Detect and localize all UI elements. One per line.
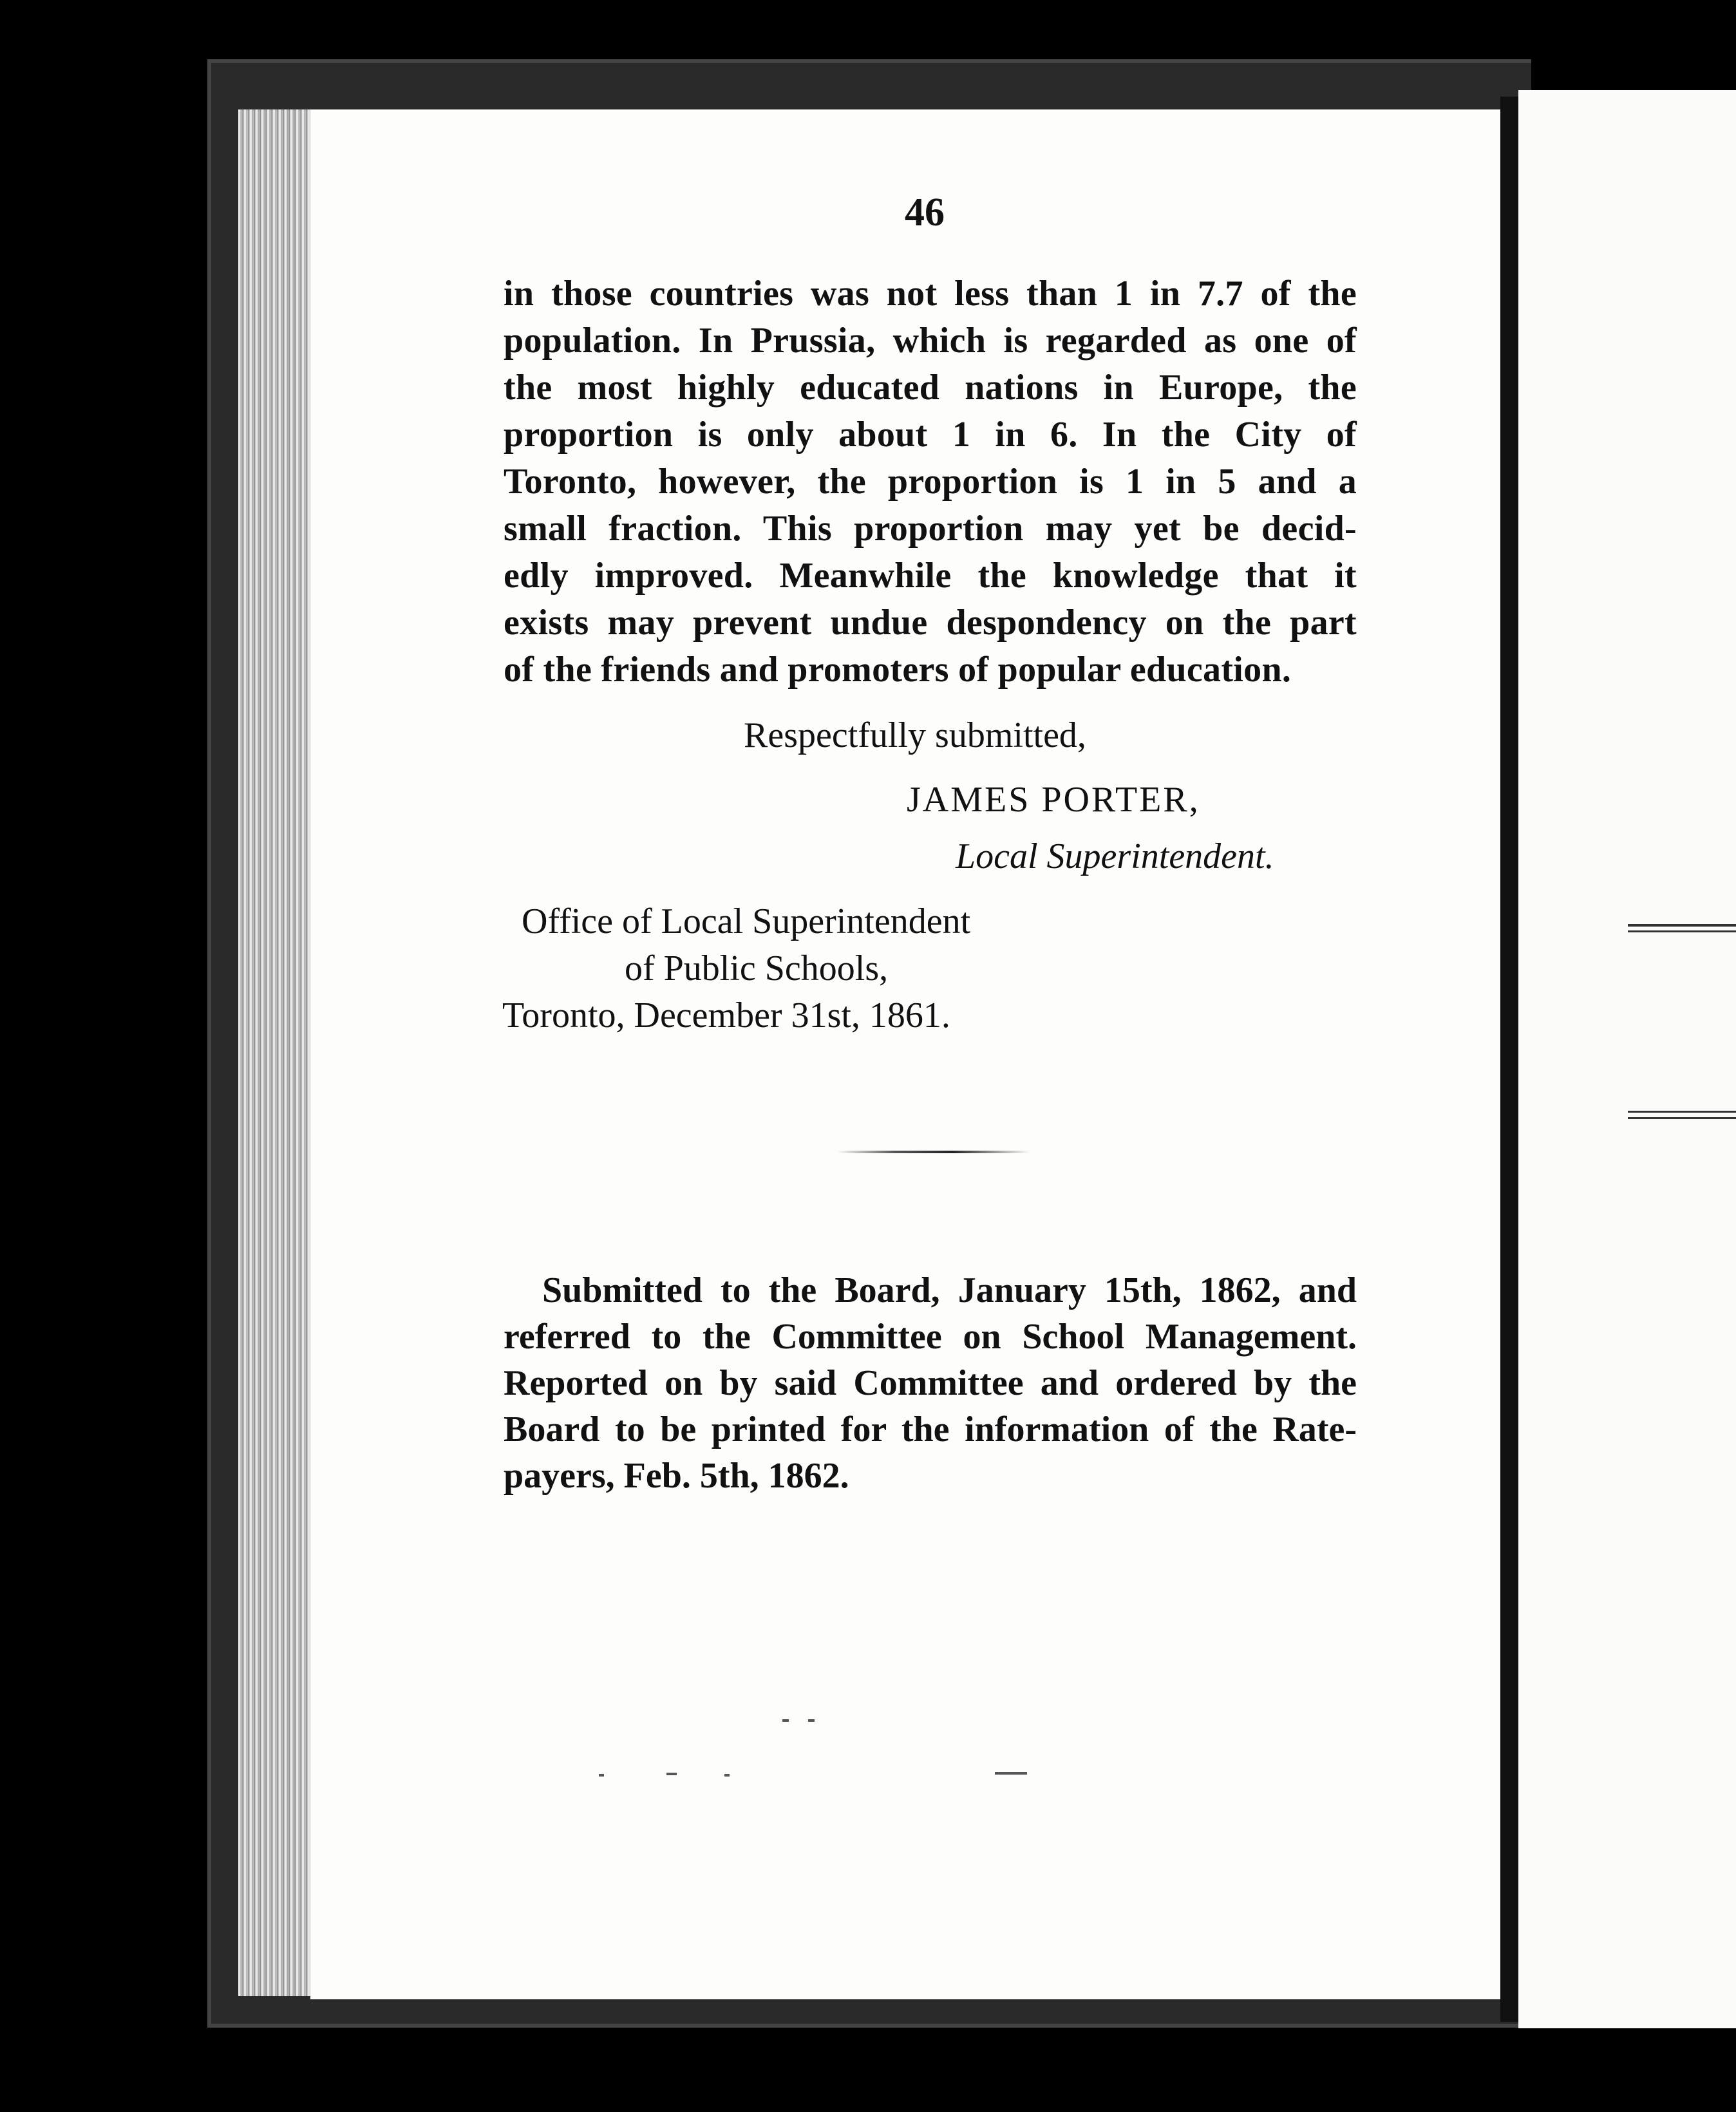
signer-title: Local Superintendent. bbox=[956, 836, 1274, 876]
paragraph-line: population. In Prussia, which is regarded as one of bbox=[504, 321, 1357, 361]
submission-note bbox=[504, 1267, 1357, 1499]
paragraph-line: exists may prevent undue despondency on the part bbox=[504, 603, 1357, 643]
body-paragraph bbox=[504, 270, 1357, 693]
office-line: of Public Schools, bbox=[625, 948, 889, 988]
print-speck bbox=[995, 1772, 1027, 1775]
gutter-shadow bbox=[1500, 97, 1518, 2022]
facing-page-rule bbox=[1628, 1117, 1736, 1119]
office-line: Office of Local Superintendent bbox=[522, 901, 971, 941]
print-speck bbox=[782, 1719, 789, 1722]
print-speck bbox=[599, 1774, 604, 1777]
note-line: referred to the Committee on School Management. bbox=[504, 1317, 1357, 1357]
signer-name: JAMES PORTER, bbox=[907, 780, 1200, 820]
facing-page-rule bbox=[1628, 1111, 1736, 1113]
page-edges bbox=[238, 109, 316, 1996]
note-line: payers, Feb. 5th, 1862. bbox=[504, 1456, 849, 1496]
office-line: Toronto, December 31st, 1861. bbox=[502, 995, 950, 1035]
note-line: Submitted to the Board, January 15th, 1862, and bbox=[542, 1270, 1357, 1310]
note-line: Reported on by said Committee and ordered by the bbox=[504, 1363, 1357, 1403]
paragraph-line: proportion is only about 1 in 6. In the City of bbox=[504, 415, 1357, 455]
office-address bbox=[502, 898, 970, 1039]
closing-salutation: Respectfully submitted, bbox=[744, 715, 1086, 755]
paragraph-line: edly improved. Meanwhile the knowledge that it bbox=[504, 556, 1357, 596]
print-speck bbox=[808, 1719, 815, 1722]
facing-page-rule bbox=[1628, 930, 1736, 932]
page-number: 46 bbox=[905, 191, 945, 234]
facing-page-rule bbox=[1628, 924, 1736, 927]
paragraph-line: the most highly educated nations in Europe, the bbox=[504, 368, 1357, 408]
print-speck bbox=[724, 1774, 730, 1777]
paragraph-line: small fraction. This proportion may yet be decid- bbox=[504, 509, 1357, 549]
print-speck bbox=[666, 1773, 677, 1775]
section-divider bbox=[837, 1151, 1030, 1153]
note-line: Board to be printed for the information of the Rate- bbox=[504, 1410, 1357, 1449]
paragraph-line: Toronto, however, the proportion is 1 in 5 and a bbox=[504, 462, 1357, 502]
paragraph-line: in those countries was not less than 1 in 7.7 of the bbox=[504, 274, 1357, 314]
paragraph-line: of the friends and promoters of popular education. bbox=[504, 650, 1292, 690]
facing-page bbox=[1518, 90, 1736, 2028]
